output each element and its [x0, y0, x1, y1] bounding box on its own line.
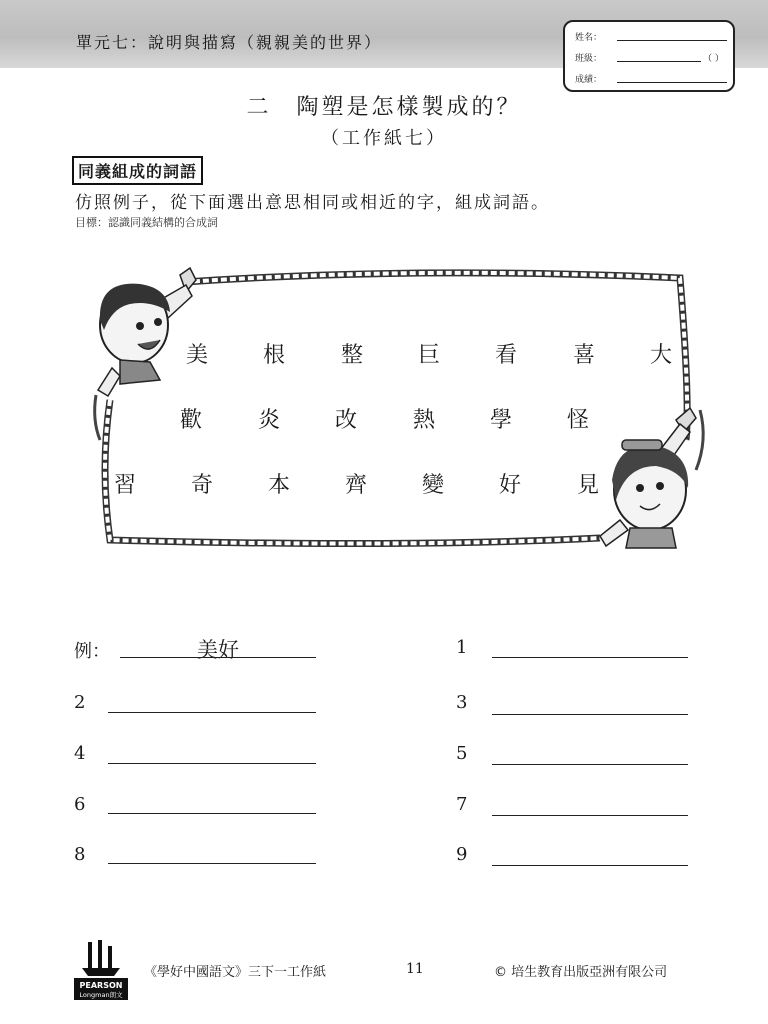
unit-title: 單元七：說明與描寫（親親美的世界） [76, 33, 383, 52]
instruction-text: 仿照例子，從下面選出意思相同或相近的字，組成詞語。 [75, 193, 550, 213]
character-tile: 齊 [344, 473, 367, 498]
character-tile: 奇 [190, 473, 213, 498]
character-tile: 好 [498, 473, 521, 498]
answer-number: 2 [74, 692, 86, 713]
score-label: 成績： [575, 75, 603, 85]
answer-number: 1 [456, 637, 468, 658]
character-tile: 炎 [257, 408, 280, 433]
section-label: 同義組成的詞語 [72, 156, 203, 185]
answer-line-5[interactable] [492, 764, 688, 765]
character-tile: 美 [185, 343, 208, 368]
answer-line-2[interactable] [108, 712, 316, 713]
answer-number: 8 [74, 844, 86, 865]
publisher-logo-subtext: Longman朗文 [79, 991, 123, 999]
character-tile: 熱 [412, 408, 435, 433]
worksheet-subtitle: （工作紙七） [321, 128, 447, 149]
example-label: 例： [74, 641, 110, 662]
book-title: 《學好中國語文》三下一工作紙 [144, 965, 327, 980]
answer-line-7[interactable] [492, 815, 688, 816]
character-tile: 巨 [417, 343, 440, 368]
example-answer-line [120, 657, 316, 658]
answer-number: 7 [456, 794, 468, 815]
answer-line-4[interactable] [108, 763, 316, 764]
answer-number: 9 [456, 844, 468, 865]
publisher-logo-text: PEARSON [79, 981, 123, 990]
name-label: 姓名： [575, 33, 603, 43]
answer-number: 4 [74, 743, 86, 764]
publisher-logo-icon [74, 938, 128, 1000]
boy-illustration [98, 268, 196, 396]
answer-number: 3 [456, 692, 468, 713]
character-tile: 學 [489, 408, 512, 433]
class-label: 班級： [575, 54, 603, 64]
character-tile: 看 [494, 343, 517, 368]
example-answer: 美好 [197, 638, 239, 662]
character-tile: 大 [649, 343, 672, 368]
answer-number: 5 [456, 743, 468, 764]
character-tile: 根 [262, 343, 285, 368]
character-tile: 歡 [179, 408, 202, 433]
character-tile: 喜 [572, 343, 595, 368]
girl-illustration [600, 408, 696, 548]
character-tile: 怪 [566, 408, 589, 433]
objective-text: 目標：認識同義結構的合成詞 [75, 216, 218, 229]
lesson-title: 二 陶塑是怎樣製成的？ [246, 95, 522, 120]
character-tile: 本 [267, 473, 290, 498]
answer-line-1[interactable] [492, 657, 688, 658]
answer-line-6[interactable] [108, 813, 316, 814]
character-tile: 見 [576, 473, 599, 498]
page-number: 11 [406, 961, 424, 977]
answer-line-9[interactable] [492, 865, 688, 866]
answer-line-8[interactable] [108, 863, 316, 864]
character-tile: 變 [421, 473, 444, 498]
character-tile: 習 [113, 473, 136, 498]
copyright-text: © 培生教育出版亞洲有限公司 [494, 965, 668, 980]
character-tile: 改 [334, 408, 357, 433]
character-tile: 整 [340, 343, 363, 368]
class-number-field[interactable]: （ ） [703, 54, 724, 64]
answer-line-3[interactable] [492, 714, 688, 715]
answer-number: 6 [74, 794, 86, 815]
